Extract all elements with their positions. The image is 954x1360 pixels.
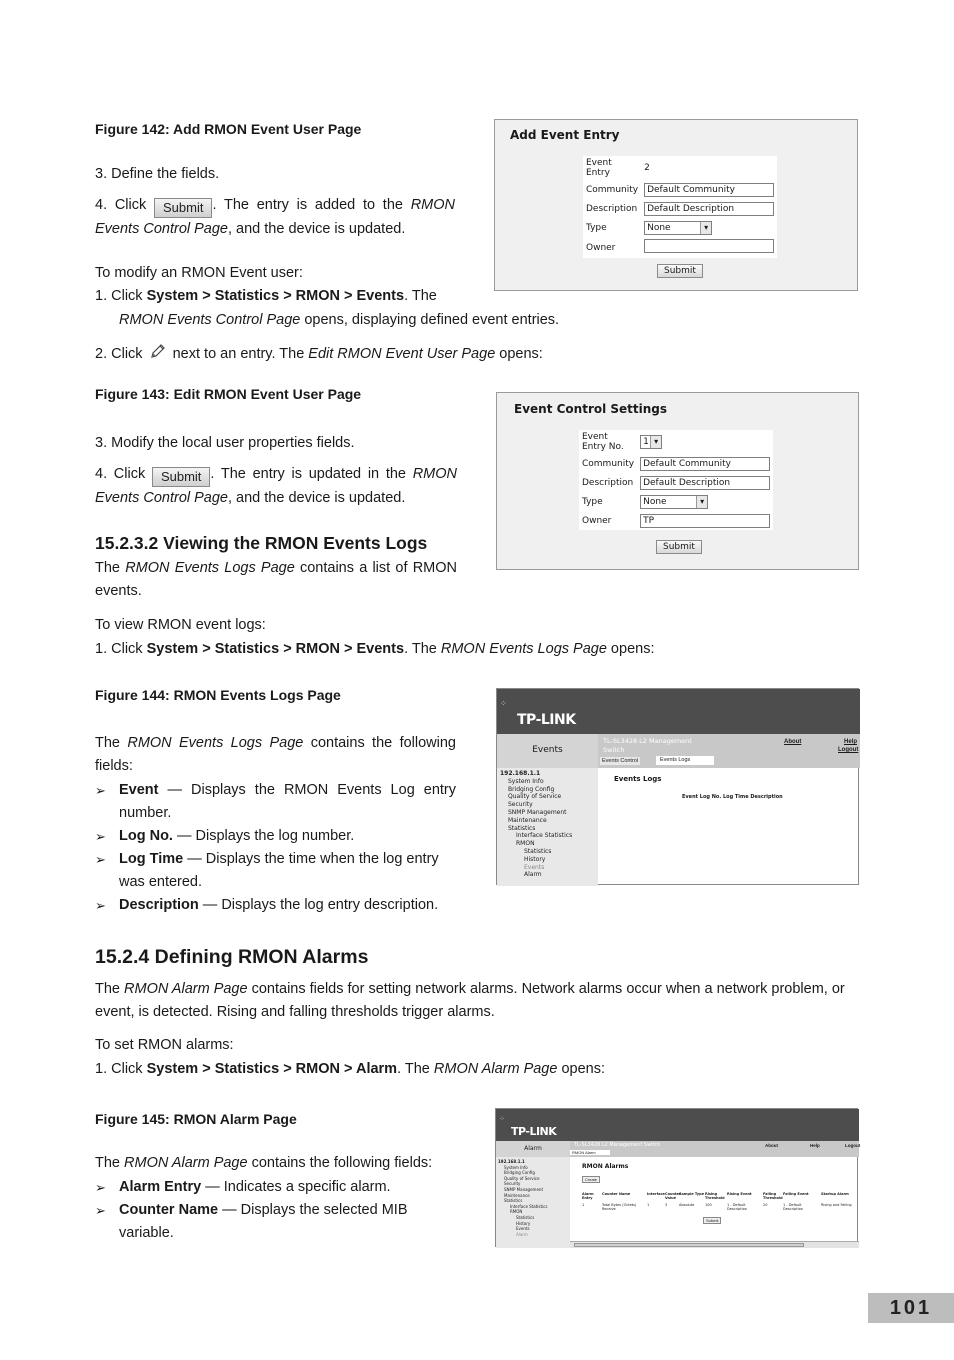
submit-button[interactable]: Submit [656, 540, 702, 554]
step-click-submit-edit: 4. Click Submit . The entry is updated in the RMON Events Control Page, and the device is updated. [95, 466, 457, 506]
list-item: ➢ Log No. — Displays the log number. [95, 828, 355, 844]
section-name: Alarm [496, 1141, 570, 1157]
table-row[interactable] [582, 1203, 857, 1211]
tree-item[interactable]: SNMP Management [508, 808, 567, 816]
tree-item[interactable]: Statistics [516, 1214, 535, 1220]
list-item: ➢ Description — Displays the log entry description. [95, 897, 439, 913]
tab-events-control[interactable]: Events Control [602, 758, 639, 764]
type-select[interactable]: None ▾ [640, 495, 708, 509]
help-link[interactable]: Help [844, 739, 858, 745]
tree-item[interactable]: History [524, 855, 546, 863]
logout-link[interactable]: Logout [845, 1143, 861, 1148]
submit-button-inline: Submit [152, 467, 210, 487]
logout-link[interactable]: Logout [838, 747, 859, 753]
sidebar-tree [496, 1157, 570, 1248]
modify-step-1-cont: RMON Events Control Page opens, displaying defined event entries. [119, 312, 560, 328]
list-item: ➢ Alarm Entry — Indicates a specific alarm. [95, 1179, 391, 1195]
tp-header [496, 1109, 859, 1141]
edit-pencil-icon [147, 342, 169, 366]
fig145-desc-intro: The RMON Alarm Page contains the following fields: [95, 1155, 433, 1171]
events-logs-screenshot [496, 688, 859, 885]
tree-item[interactable]: Statistics [508, 824, 536, 832]
description-input[interactable]: Default Description [644, 202, 774, 216]
log-table-header: Event Log No. Log Time Description [682, 794, 783, 800]
top-bar [598, 734, 860, 768]
tree-item[interactable]: Quality of Service [504, 1175, 540, 1181]
column-header: Falling Event [783, 1192, 809, 1196]
step-modify-fields: 3. Modify the local user properties fields. [95, 435, 355, 451]
fig144-field-list [95, 779, 456, 917]
tree-item-selected[interactable]: Alarm [516, 1231, 528, 1237]
figure-145-caption: Figure 145: RMON Alarm Page [95, 1111, 297, 1127]
fig145-field-list [95, 1176, 465, 1245]
tree-item[interactable]: Interface Statistics [516, 832, 573, 840]
tree-item[interactable]: Bridging Config [508, 785, 555, 793]
tree-item[interactable]: Quality of Service [508, 793, 562, 801]
device-name: TL-SL3428 L2 Management Switch [574, 1142, 661, 1148]
tp-header [497, 689, 860, 734]
figure-144-caption: Figure 144: RMON Events Logs Page [95, 687, 341, 703]
list-item: ➢ Event — Displays the RMON Events Log entry number. [95, 782, 456, 821]
table-cell: Rising and Falling [821, 1203, 852, 1207]
modify-step-2: 2. Click next to an entry. The Edit RMON Event User Page opens: [95, 342, 543, 366]
device-name: TL-SL3428 L2 Management Switch [603, 737, 692, 754]
column-header: Alarm Entry [582, 1192, 594, 1200]
content-title: RMON Alarms [582, 1163, 629, 1170]
set-alarms-intro: To set RMON alarms: [95, 1037, 234, 1053]
field-label: Owner [586, 242, 616, 253]
sidebar-tree [497, 768, 598, 886]
table-cell: 20 [763, 1203, 768, 1207]
field-label: Event Entry [586, 158, 612, 178]
modify-intro: To modify an RMON Event user: [95, 265, 303, 281]
tree-item[interactable]: SNMP Management [504, 1186, 544, 1192]
section-heading-alarms: 15.2.4 Defining RMON Alarms [95, 946, 369, 968]
alarms-intro: The RMON Alarm Page contains fields for setting network alarms. Network alarms occur when a network problem, or event, is detected. Rising and falling thresholds trigger alarms. [95, 981, 845, 1020]
create-button[interactable]: Create [582, 1176, 600, 1183]
list-item: ➢ Log Time — Displays the time when the log entry was entered. [95, 851, 439, 890]
event-control-form [579, 430, 773, 530]
scrollbar-thumb[interactable] [574, 1243, 804, 1247]
tree-item[interactable]: Maintenance [504, 1192, 530, 1198]
tree-item[interactable]: RMON [510, 1209, 523, 1215]
table-cell: 1 [582, 1203, 585, 1207]
column-header: Rising Event [727, 1192, 752, 1196]
column-header: Falling Threshold [763, 1192, 783, 1200]
submit-button[interactable]: Submit [703, 1217, 721, 1224]
submit-button[interactable]: Submit [657, 264, 703, 278]
field-label: Community [582, 458, 635, 469]
field-label: Owner [582, 515, 612, 526]
tree-item[interactable]: Statistics [504, 1198, 523, 1204]
fig144-desc-intro: The RMON Events Logs Page contains the following fields: [95, 735, 456, 774]
section-heading-events-logs: 15.2.3.2 Viewing the RMON Events Logs [95, 533, 428, 553]
community-input[interactable]: Default Community [644, 183, 774, 197]
view-logs-intro: To view RMON event logs: [95, 617, 266, 633]
tree-item-root[interactable]: 192.168.1.1 [500, 770, 541, 777]
rmon-alarm-screenshot [495, 1108, 861, 1247]
figure-143-caption: Figure 143: Edit RMON Event User Page [95, 386, 362, 402]
set-alarms-step-1: 1. Click System > Statistics > RMON > Alarm. The RMON Alarm Page opens: [95, 1061, 606, 1077]
events-logs-intro: The RMON Events Logs Page contains a list of RMON events. [95, 560, 457, 599]
community-input[interactable]: Default Community [640, 457, 770, 471]
field-label: Type [586, 222, 607, 233]
event-control-settings-panel [496, 392, 859, 570]
tp-link-logo: TP-LINK [517, 712, 576, 728]
table-cell: Total Bytes (Octets) Receive [602, 1203, 637, 1211]
column-header: Interface [647, 1192, 665, 1196]
field-label: Type [582, 496, 603, 507]
page-number: 101 [868, 1293, 954, 1323]
tree-list [500, 770, 572, 879]
section-name: Events [497, 734, 598, 768]
add-event-entry-panel [494, 119, 858, 291]
table-cell: 1 - Default Description [783, 1203, 803, 1211]
tp-dots-icon: ⁘ [500, 699, 507, 708]
tree-item[interactable]: Security [504, 1181, 521, 1187]
panel-title: Event Control Settings [514, 402, 668, 416]
column-header: Counter Value [665, 1192, 681, 1200]
tree-item[interactable]: Maintenance [508, 816, 547, 824]
tree-item[interactable]: Bridging Config [504, 1170, 535, 1176]
event-entry-select[interactable]: 1 ▾ [640, 435, 662, 449]
field-label: Community [586, 184, 639, 195]
list-item: ➢ Counter Name — Displays the selected MIB variable. [95, 1202, 408, 1241]
table-cell: 1 - Default Description [727, 1203, 747, 1211]
tp-dots-icon: ⁘ [499, 1116, 505, 1123]
tree-item[interactable]: History [516, 1220, 531, 1226]
tree-item[interactable]: System Info [504, 1164, 528, 1170]
column-header: Rising Threshold [705, 1192, 725, 1200]
view-logs-step-1: 1. Click System > Statistics > RMON > Events. The RMON Events Logs Page opens: [95, 641, 655, 657]
tree-item[interactable]: Interface Statistics [510, 1203, 548, 1209]
type-select[interactable]: None ▾ [644, 221, 712, 235]
table-cell: Absolute [679, 1203, 695, 1207]
modify-step-1: 1. Click System > Statistics > RMON > Events. The [95, 288, 437, 304]
column-header: Startup Alarm [821, 1192, 849, 1196]
table-cell: 100 [705, 1203, 712, 1207]
tree-item[interactable]: RMON [516, 840, 535, 848]
event-entry-value: 2 [644, 163, 650, 173]
tree-item[interactable]: Events [516, 1226, 530, 1232]
tree-item-selected[interactable]: Events [524, 863, 545, 871]
step-click-submit-add: 4. Click Submit . The entry is added to the RMON Events Control Page, and the device is updated. [95, 197, 455, 237]
owner-input[interactable] [644, 239, 774, 253]
help-link[interactable]: Help [810, 1143, 820, 1148]
owner-input[interactable]: TP [640, 514, 770, 528]
tree-item[interactable]: Statistics [524, 847, 552, 855]
tp-link-logo: TP-LINK [511, 1125, 557, 1138]
description-input[interactable]: Default Description [640, 476, 770, 490]
content-title: Events Logs [614, 775, 662, 783]
about-link[interactable]: About [784, 739, 802, 745]
tree-list [498, 1159, 547, 1237]
about-link[interactable]: About [765, 1143, 778, 1148]
submit-button-inline: Submit [154, 198, 212, 218]
field-label: Event Entry No. [582, 432, 624, 452]
alarm-table [582, 1192, 857, 1211]
add-event-form [583, 156, 777, 258]
tree-item-root[interactable]: 192.168.1.1 [498, 1159, 525, 1164]
table-cell: 1 [647, 1203, 650, 1207]
tree-item[interactable]: Alarm [524, 871, 542, 879]
tree-item[interactable]: Security [508, 801, 533, 809]
top-bar [570, 1141, 859, 1157]
tab-rmon-alarm[interactable]: RMON Alarm [570, 1150, 610, 1155]
tab-events-logs[interactable]: Events Logs [656, 756, 714, 765]
step-define-fields: 3. Define the fields. [95, 166, 220, 182]
table-header [582, 1192, 857, 1200]
column-header: Counter Name [602, 1192, 631, 1196]
horizontal-scrollbar[interactable] [570, 1241, 859, 1248]
field-label: Description [582, 477, 634, 488]
panel-title: Add Event Entry [510, 128, 620, 142]
column-header: Sample Type [679, 1192, 704, 1196]
field-label: Description [586, 203, 638, 214]
tree-item[interactable]: System Info [508, 777, 544, 785]
table-cell: 3 [665, 1203, 668, 1207]
figure-142-caption: Figure 142: Add RMON Event User Page [95, 121, 362, 137]
